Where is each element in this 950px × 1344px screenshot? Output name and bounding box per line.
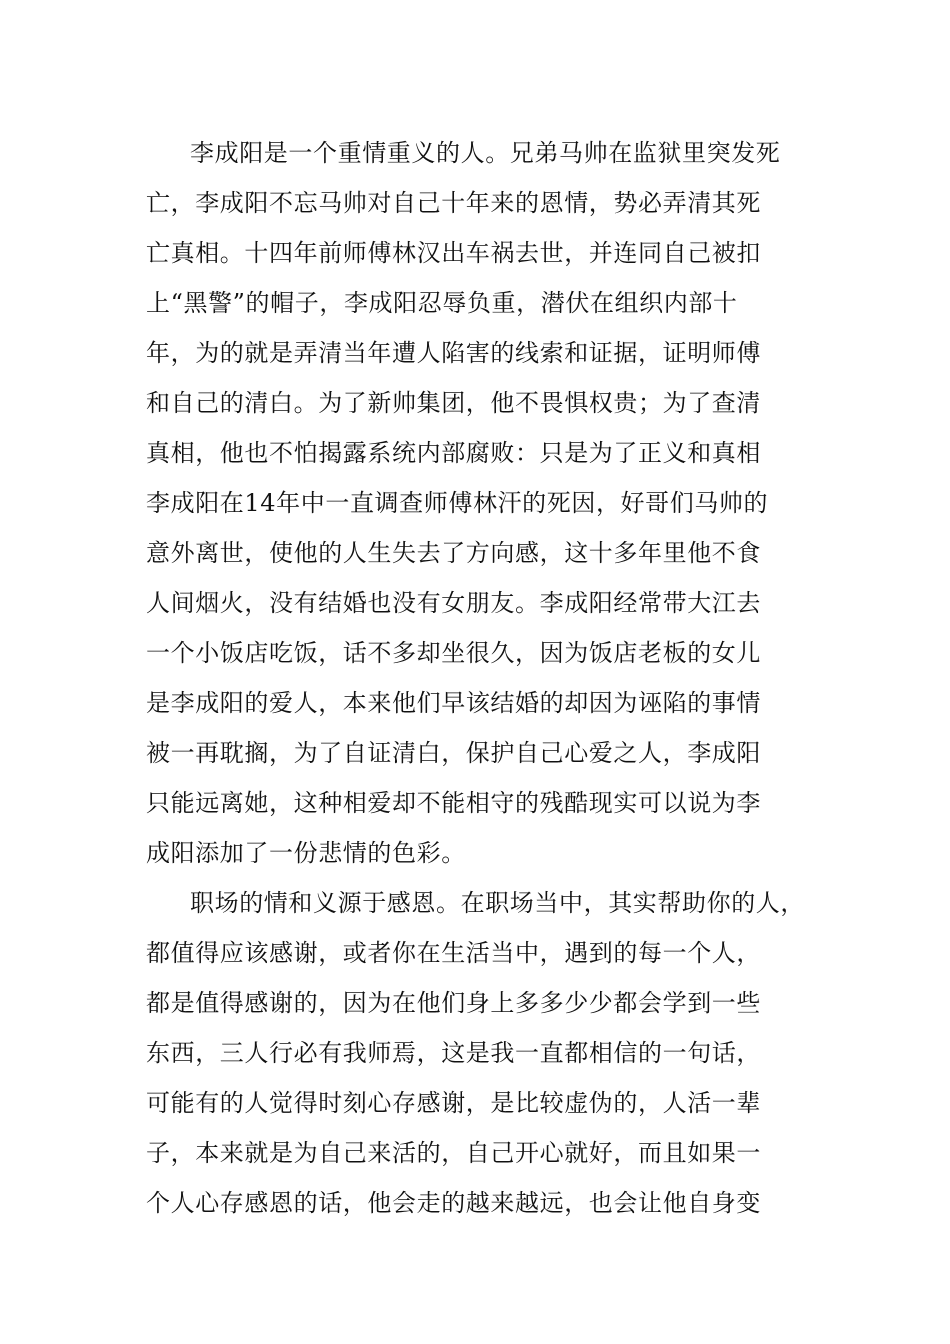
paragraph-line: 人间烟火，没有结婚也没有女朋友。李成阳经常带大江去	[146, 589, 761, 617]
paragraph-line: 真相，他也不怕揭露系统内部腐败：只是为了正义和真相	[146, 439, 761, 467]
paragraph-line: 一个小饭店吃饭，话不多却坐很久，因为饭店老板的女儿	[146, 639, 761, 667]
paragraph-line: 意外离世，使他的人生失去了方向感，这十多年里他不食	[146, 539, 761, 567]
paragraph-line: 年，为的就是弄清当年遭人陷害的线索和证据，证明师傅	[146, 339, 761, 367]
paragraph-line: 东西，三人行必有我师焉，这是我一直都相信的一句话，	[146, 1039, 761, 1067]
paragraph-line: 亡，李成阳不忘马帅对自己十年来的恩情，势必弄清其死	[146, 189, 761, 217]
paragraph-line: 都值得应该感谢，或者你在生活当中，遇到的每一个人，	[146, 939, 761, 967]
paragraph-line: 和自己的清白。为了新帅集团，他不畏惧权贵；为了查清	[146, 389, 761, 417]
paragraph-line: 都是值得感谢的，因为在他们身上多多少少都会学到一些	[146, 989, 761, 1017]
paragraph-line: 亡真相。十四年前师傅林汉出车祸去世，并连同自己被扣	[146, 239, 761, 267]
paragraph-line: 被一再耽搁，为了自证清白，保护自己心爱之人，李成阳	[146, 739, 761, 767]
paragraph-line: 李成阳是一个重情重义的人。兄弟马帅在监狱里突发死	[190, 139, 781, 167]
paragraph-line: 子，本来就是为自己来活的，自己开心就好，而且如果一	[146, 1139, 761, 1167]
paragraph-line: 上“黑警”的帽子，李成阳忍辱负重，潜伏在组织内部十	[146, 289, 738, 317]
paragraph-line: 职场的情和义源于感恩。在职场当中，其实帮助你的人，	[190, 889, 805, 917]
paragraph-line: 李成阳在14年中一直调查师傅林汗的死因，好哥们马帅的	[146, 489, 769, 517]
paragraph-line: 个人心存感恩的话，他会走的越来越远，也会让他自身变	[146, 1189, 761, 1217]
paragraph-line: 可能有的人觉得时刻心存感谢，是比较虚伪的，人活一辈	[146, 1089, 761, 1117]
paragraph-line: 是李成阳的爱人，本来他们早该结婚的却因为诬陷的事情	[146, 689, 761, 717]
paragraph-line: 只能远离她，这种相爱却不能相守的残酷现实可以说为李	[146, 789, 761, 817]
paragraph-line: 成阳添加了一份悲情的色彩。	[146, 839, 466, 867]
